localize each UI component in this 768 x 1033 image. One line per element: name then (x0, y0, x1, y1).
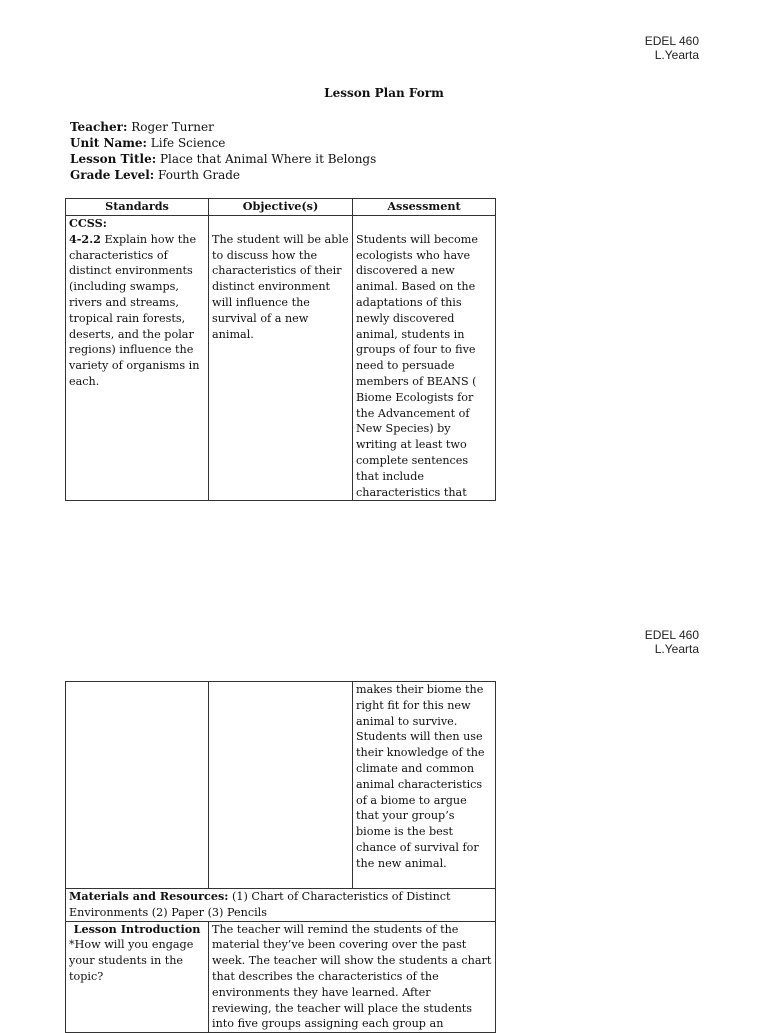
standards-code: CCSS: (69, 216, 107, 230)
course-code: EDEL 460 (644, 628, 699, 642)
intro-text: The teacher will remind the students of the material they’ve been covering over the past week. The teacher will show the students a chart that describes the characteristics of the environments they have learned. After reviewing, the teacher will place the students into five groups assigning each group an (212, 922, 492, 1031)
column-header-standards: Standards (66, 199, 209, 216)
materials-text: (1) Chart of Characteristics of Distinct Environments (2) Paper (3) Pencils (69, 890, 451, 919)
column-header-objectives: Objective(s) (209, 199, 353, 216)
info-label: Grade Level: (70, 168, 155, 182)
materials-label: Materials and Resources: (69, 889, 229, 903)
info-value: Life Science (146, 136, 226, 150)
page-header (645, 35, 699, 62)
lesson-info (70, 119, 376, 183)
objective-cell (209, 216, 353, 501)
objective-cell-empty (209, 682, 353, 889)
materials-cell (66, 889, 496, 922)
info-label: Teacher: (70, 120, 128, 134)
standards-cell (66, 216, 209, 501)
assessment-text-continued: makes their biome the right fit for this new animal to survive. Students will then use their knowledge of the climate and common animal characteristics of a biome to argue that your group’s biome is the best chance of survival for the new animal. (356, 683, 485, 870)
author-name: L.Yearta (654, 47, 699, 62)
intro-label-cell (66, 921, 209, 1033)
intro-prompt: *How will you engage your students in the topic? (69, 938, 194, 983)
assessment-text: Students will become ecologists who have discovered a new animal. Based on the adaptations of this newly discovered animal, students in groups of four to five need to persuade members of BEANS ( Biome Ecologists for the Advancement of New Species) by writing at least two complete sentences that include characteristics that (356, 232, 479, 499)
objective-text: The student will be able to discuss how the characteristics of their distinct environment will influence the survival of a new animal. (212, 232, 349, 341)
lesson-plan-table-continued (65, 681, 496, 1033)
info-lesson-title (70, 151, 376, 167)
info-unit-name (70, 135, 376, 151)
page-header (645, 629, 699, 656)
info-grade-level (70, 167, 376, 183)
course-code: EDEL 460 (644, 34, 699, 48)
info-value: Fourth Grade (154, 168, 241, 182)
author-name: L.Yearta (654, 641, 699, 656)
intro-label: Lesson Introduction (73, 921, 201, 936)
lesson-plan-table (65, 198, 496, 501)
info-label: Lesson Title: (70, 152, 157, 166)
intro-text-cell (209, 921, 496, 1033)
standard-number: 4-2.2 (69, 231, 101, 246)
standards-cell-empty (66, 682, 209, 889)
standards-description (69, 232, 205, 390)
info-teacher (70, 119, 376, 135)
assessment-cell-continued (353, 682, 496, 889)
info-value: Place that Animal Where it Belongs (156, 152, 377, 166)
info-value: Roger Turner (127, 120, 214, 134)
column-header-assessment: Assessment (353, 199, 496, 216)
info-label: Unit Name: (70, 136, 147, 150)
assessment-cell (353, 216, 496, 501)
page-title: Lesson Plan Form (324, 86, 444, 100)
standard-text: Explain how the characteristics of distinct environments (including swamps, rivers and streams, tropical rain forests, deserts, and the polar regions) influence the variety of organisms in each. (69, 232, 200, 388)
